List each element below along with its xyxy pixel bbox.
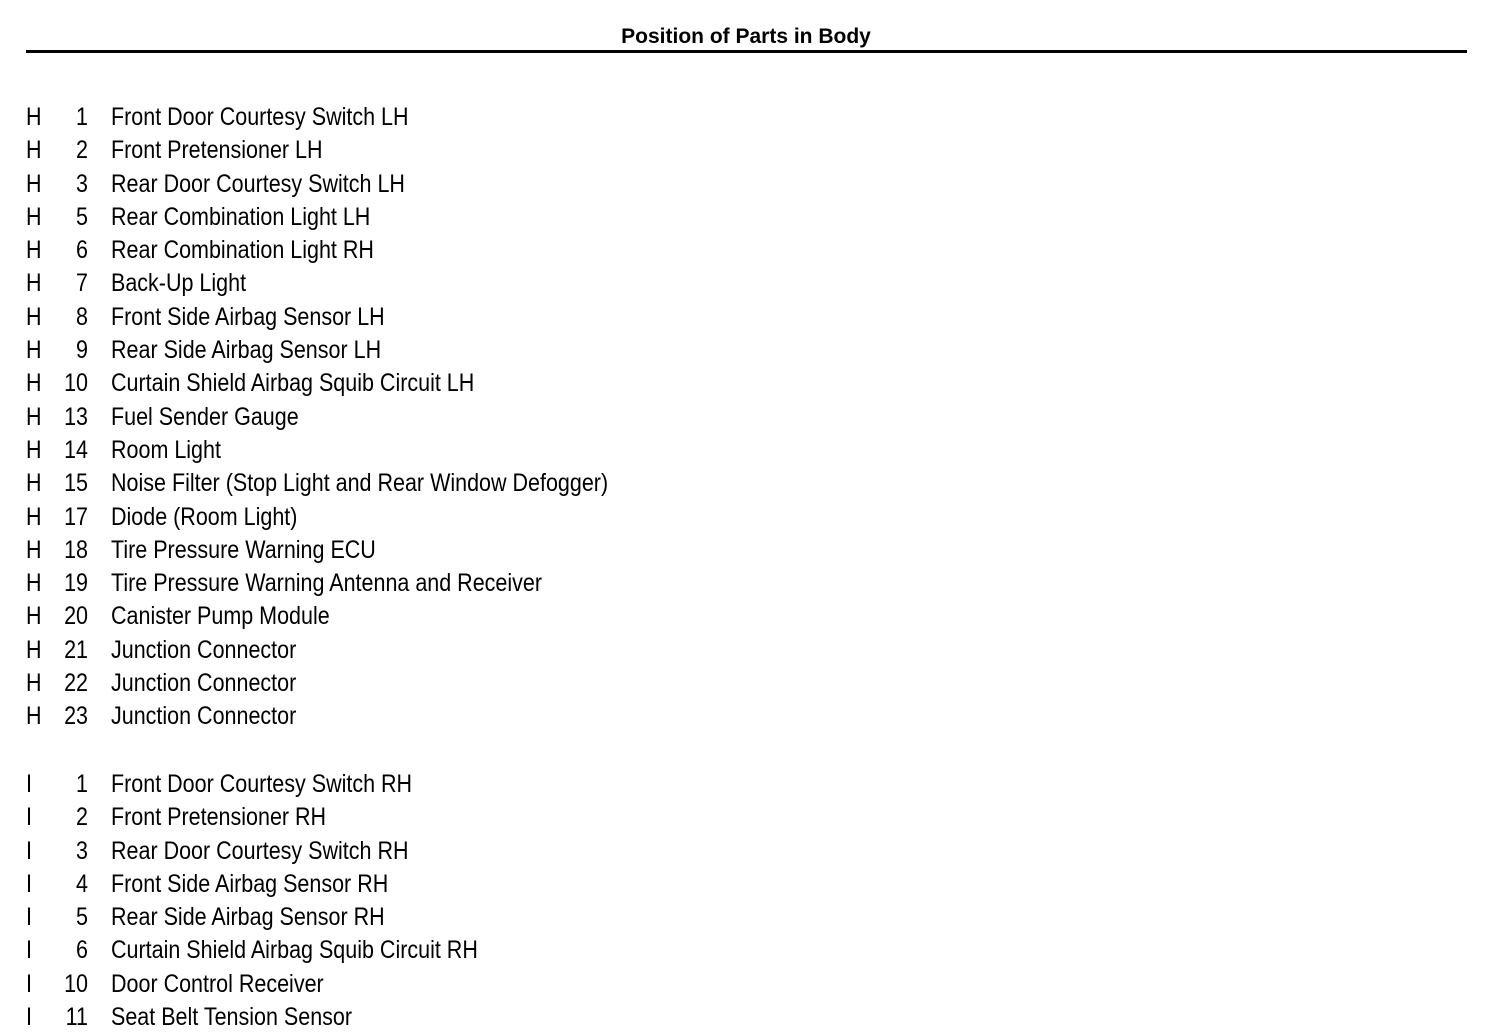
- part-description: Rear Door Courtesy Switch RH: [111, 836, 409, 865]
- parts-list-item: [0, 501, 1504, 534]
- parts-list-item: [0, 467, 1504, 500]
- parts-list-item: [0, 134, 1504, 167]
- part-number: 11: [65, 1003, 88, 1032]
- parts-list-item: [0, 234, 1504, 267]
- part-location-code: H: [26, 136, 42, 165]
- part-number: 20: [64, 602, 88, 631]
- parts-list-item: [0, 101, 1504, 134]
- part-description: Back-Up Light: [111, 269, 247, 298]
- part-location-code: H: [26, 702, 42, 731]
- part-description: Noise Filter (Stop Light and Rear Window Defogger): [111, 469, 609, 498]
- part-location-code: I: [26, 836, 32, 865]
- parts-list-item: [0, 634, 1504, 667]
- part-location-code: H: [26, 202, 42, 231]
- part-description: Front Pretensioner LH: [111, 136, 323, 165]
- part-description: Front Side Airbag Sensor RH: [111, 869, 389, 898]
- part-description: Curtain Shield Airbag Squib Circuit RH: [111, 936, 478, 965]
- parts-list-item: [0, 700, 1504, 733]
- parts-list-item: [0, 334, 1504, 367]
- part-description: Rear Combination Light LH: [111, 202, 371, 231]
- part-location-code: H: [26, 569, 42, 598]
- part-number: 10: [64, 369, 88, 398]
- title-divider: [26, 50, 1467, 53]
- page-title: Position of Parts in Body: [621, 25, 871, 48]
- part-description: Room Light: [111, 435, 221, 464]
- part-location-code: I: [26, 869, 32, 898]
- parts-list-item: [0, 835, 1504, 868]
- part-location-code: I: [26, 969, 32, 998]
- part-description: Rear Combination Light RH: [111, 236, 374, 265]
- part-number: 6: [76, 236, 88, 265]
- part-description: Front Side Airbag Sensor LH: [111, 302, 385, 331]
- part-number: 8: [76, 302, 88, 331]
- part-number: 1: [76, 770, 88, 798]
- part-description: Fuel Sender Gauge: [111, 402, 299, 431]
- part-description: Tire Pressure Warning Antenna and Receiver: [111, 569, 543, 598]
- part-description: Door Control Receiver: [111, 969, 324, 998]
- part-location-code: H: [26, 336, 42, 365]
- part-number: 7: [76, 269, 88, 298]
- part-location-code: H: [26, 502, 42, 531]
- part-location-code: H: [26, 169, 42, 198]
- part-number: 2: [76, 136, 88, 165]
- part-location-code: H: [26, 669, 42, 698]
- part-number: 10: [64, 969, 88, 998]
- part-number: 19: [64, 569, 88, 598]
- part-location-code: H: [26, 602, 42, 631]
- part-location-code: I: [26, 936, 32, 965]
- part-description: Diode (Room Light): [111, 502, 298, 531]
- part-location-code: H: [26, 635, 42, 664]
- part-description: Front Door Courtesy Switch RH: [111, 770, 413, 798]
- part-description: Seat Belt Tension Sensor: [111, 1003, 353, 1032]
- parts-group-h: [0, 101, 1504, 734]
- part-location-code: H: [26, 103, 42, 131]
- part-description: Junction Connector: [111, 702, 297, 731]
- part-description: Junction Connector: [111, 635, 297, 664]
- part-description: Front Door Courtesy Switch LH: [111, 103, 409, 131]
- part-location-code: I: [26, 770, 32, 798]
- part-number: 4: [76, 869, 88, 898]
- part-number: 14: [64, 435, 88, 464]
- parts-list-item: [0, 267, 1504, 300]
- part-description: Canister Pump Module: [111, 602, 330, 631]
- part-number: 13: [64, 402, 88, 431]
- parts-list-item: [0, 901, 1504, 934]
- part-location-code: H: [26, 435, 42, 464]
- parts-list-item: [0, 534, 1504, 567]
- part-number: 3: [76, 169, 88, 198]
- parts-list-item: [0, 667, 1504, 700]
- parts-list-item: [0, 600, 1504, 633]
- part-location-code: I: [26, 903, 32, 932]
- part-number: 22: [64, 669, 88, 698]
- part-location-code: H: [26, 269, 42, 298]
- part-number: 15: [64, 469, 88, 498]
- parts-list-item: [0, 367, 1504, 400]
- part-description: Tire Pressure Warning ECU: [111, 535, 376, 564]
- parts-group-i: [0, 768, 1504, 1034]
- parts-list-item: [0, 434, 1504, 467]
- part-number: 3: [76, 836, 88, 865]
- part-description: Junction Connector: [111, 669, 297, 698]
- part-number: 18: [64, 535, 88, 564]
- part-description: Front Pretensioner RH: [111, 803, 327, 832]
- part-location-code: I: [26, 803, 32, 832]
- part-number: 5: [76, 903, 88, 932]
- part-description: Curtain Shield Airbag Squib Circuit LH: [111, 369, 475, 398]
- parts-list-item: [0, 168, 1504, 201]
- part-description: Rear Side Airbag Sensor LH: [111, 336, 382, 365]
- part-description: Rear Door Courtesy Switch LH: [111, 169, 405, 198]
- parts-list-item: [0, 401, 1504, 434]
- parts-list-item: [0, 301, 1504, 334]
- part-location-code: H: [26, 535, 42, 564]
- part-number: 1: [76, 103, 88, 131]
- part-number: 21: [64, 635, 88, 664]
- part-number: 17: [64, 502, 88, 531]
- part-location-code: H: [26, 369, 42, 398]
- parts-list-item: [0, 968, 1504, 1001]
- parts-list-item: [0, 201, 1504, 234]
- part-number: 2: [76, 803, 88, 832]
- part-location-code: I: [26, 1003, 32, 1032]
- part-location-code: H: [26, 302, 42, 331]
- part-number: 6: [76, 936, 88, 965]
- parts-list-item: [0, 768, 1504, 801]
- parts-list-item: [0, 1001, 1504, 1034]
- part-number: 9: [76, 336, 88, 365]
- parts-list-item: [0, 801, 1504, 834]
- parts-list-item: [0, 868, 1504, 901]
- part-number: 5: [76, 202, 88, 231]
- part-number: 23: [64, 702, 88, 731]
- part-location-code: H: [26, 402, 42, 431]
- part-location-code: H: [26, 236, 42, 265]
- part-location-code: H: [26, 469, 42, 498]
- parts-list-item: [0, 567, 1504, 600]
- parts-list-item: [0, 934, 1504, 967]
- part-description: Rear Side Airbag Sensor RH: [111, 903, 385, 932]
